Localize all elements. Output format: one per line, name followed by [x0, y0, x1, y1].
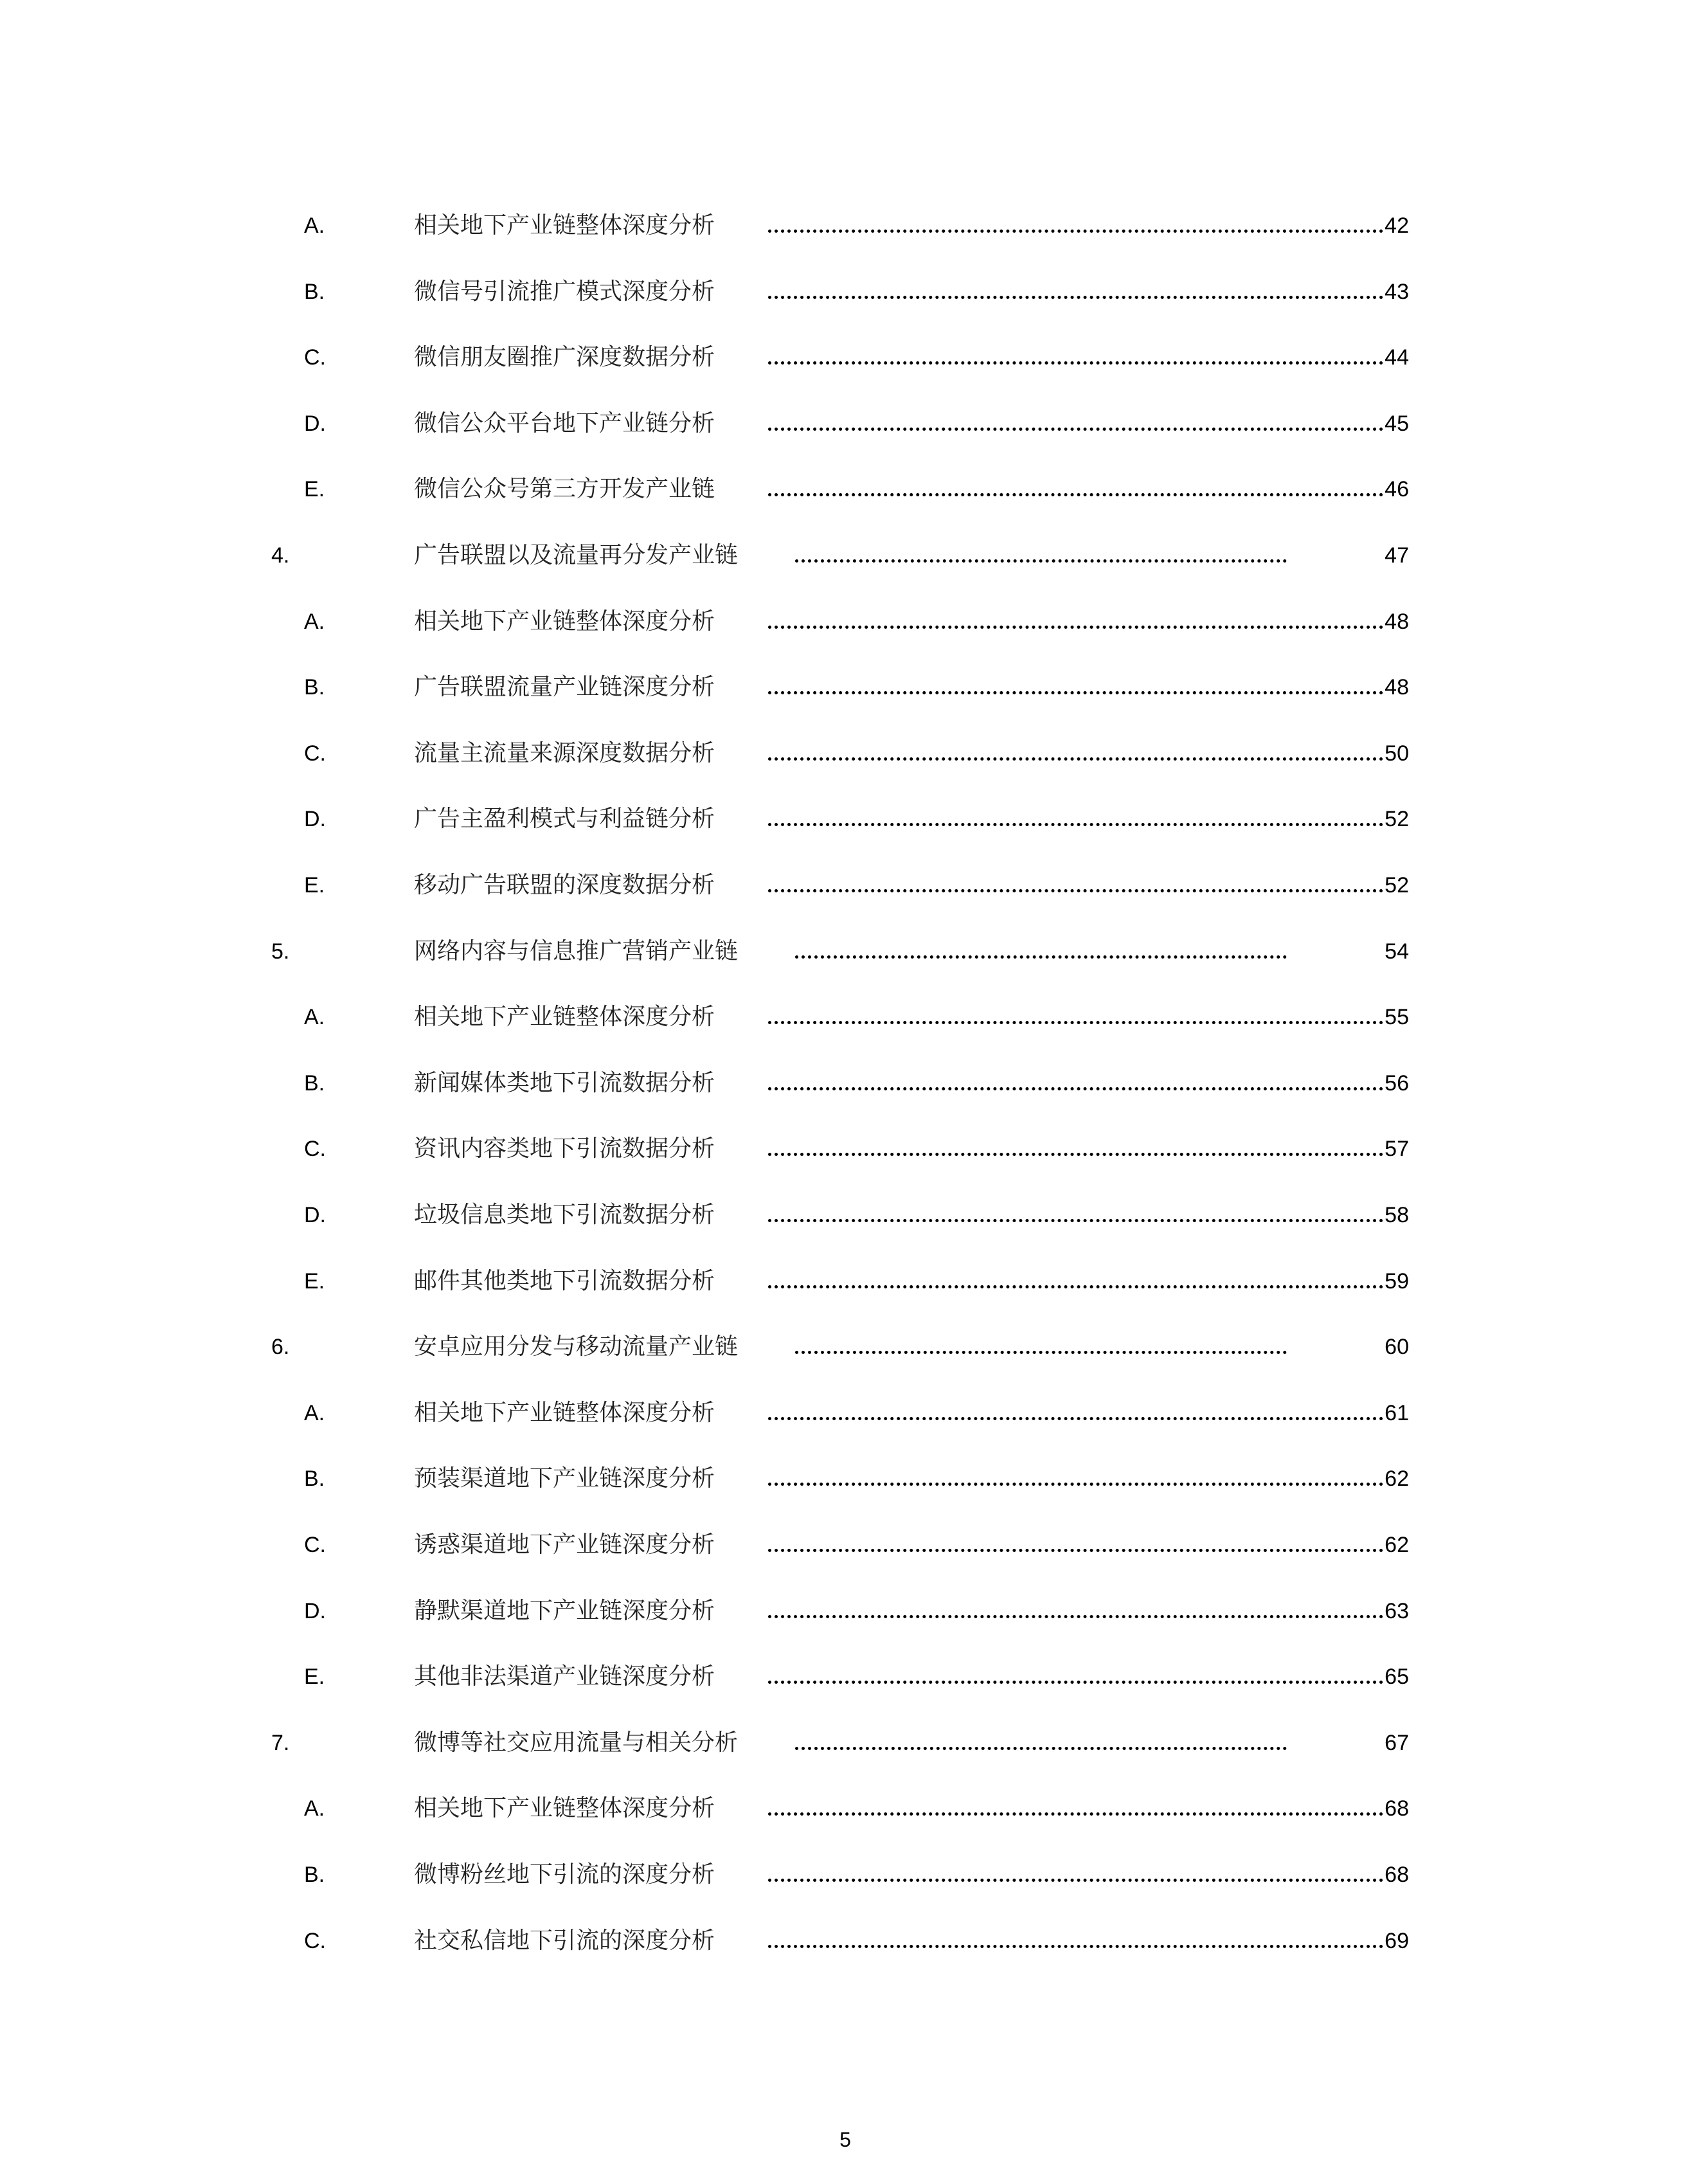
entry-page-number: 65: [1385, 1665, 1409, 1690]
dot-leader: [768, 1219, 1383, 1222]
dot-leader: [768, 1549, 1383, 1552]
entry-page-number: 57: [1385, 1137, 1409, 1162]
entry-page-number: 44: [1385, 345, 1409, 370]
dot-leader: [768, 361, 1383, 365]
entry-page-number: 56: [1385, 1070, 1409, 1096]
dot-leader: [768, 296, 1383, 299]
entry-label: D.: [304, 1598, 326, 1623]
entry-page-number: 63: [1385, 1598, 1409, 1623]
entry-label: A.: [304, 1400, 325, 1425]
entry-label: E.: [304, 873, 325, 898]
dot-leader: [768, 1087, 1383, 1090]
toc-subsection-entry[interactable]: [0, 602, 1686, 641]
dot-leader: [795, 955, 1287, 959]
entry-page-number: 48: [1385, 675, 1409, 700]
entry-label: B.: [304, 279, 325, 304]
entry-page-number: 59: [1385, 1268, 1409, 1294]
entry-page-number: 68: [1385, 1863, 1409, 1887]
entry-page-number: 48: [1385, 609, 1409, 634]
entry-label: B.: [304, 1467, 325, 1492]
dot-leader: [768, 1812, 1383, 1816]
entry-page-number: 47: [1385, 543, 1409, 568]
dot-leader: [768, 1945, 1383, 1948]
entry-title: 微博粉丝地下引流的深度分析: [414, 1861, 715, 1888]
toc-subsection-entry[interactable]: [0, 1262, 1686, 1301]
entry-page-number: 55: [1385, 1005, 1409, 1030]
entry-title: 微信朋友圈推广深度数据分析: [414, 344, 715, 371]
entry-title: 新闻媒体类地下引流数据分析: [414, 1069, 715, 1096]
entry-label: 7.: [271, 1730, 290, 1755]
dot-leader: [768, 1879, 1383, 1882]
entry-label: D.: [304, 411, 326, 436]
toc-subsection-entry[interactable]: [0, 1130, 1686, 1168]
toc-subsection-entry[interactable]: [0, 1196, 1686, 1234]
entry-title: 广告联盟以及流量再分发产业链: [414, 542, 739, 568]
dot-leader: [768, 889, 1383, 892]
entry-title: 诱惑渠道地下产业链深度分析: [414, 1531, 715, 1558]
dot-leader: [768, 493, 1383, 496]
entry-title: 微信号引流推广模式深度分析: [414, 278, 715, 305]
entry-label: B.: [304, 1070, 325, 1096]
entry-title: 流量主流量来源深度数据分析: [414, 739, 715, 766]
entry-label: E.: [304, 1665, 325, 1690]
toc-subsection-entry[interactable]: [0, 1526, 1686, 1564]
entry-page-number: 68: [1385, 1796, 1409, 1821]
entry-title: 广告主盈利模式与利益链分析: [414, 806, 715, 833]
entry-page-number: 42: [1385, 213, 1409, 238]
entry-page-number: 45: [1385, 411, 1409, 436]
entry-title: 垃圾信息类地下引流数据分析: [414, 1202, 715, 1228]
dot-leader: [795, 1351, 1287, 1354]
toc-subsection-entry[interactable]: [0, 1789, 1686, 1828]
entry-label: A.: [304, 1005, 325, 1030]
toc-subsection-entry[interactable]: [0, 1592, 1686, 1630]
entry-title: 微信公众号第三方开发产业链: [414, 476, 715, 503]
entry-label: A.: [304, 1796, 325, 1821]
entry-title: 微博等社交应用流量与相关分析: [414, 1729, 739, 1756]
entry-page-number: 43: [1385, 279, 1409, 304]
toc-subsection-entry[interactable]: [0, 206, 1686, 245]
entry-label: A.: [304, 213, 325, 238]
toc-subsection-entry[interactable]: [0, 273, 1686, 311]
entry-label: D.: [304, 1203, 326, 1227]
entry-label: C.: [304, 1928, 326, 1953]
toc-subsection-entry[interactable]: [0, 1459, 1686, 1498]
entry-label: 4.: [271, 543, 290, 568]
entry-label: A.: [304, 609, 325, 634]
entry-title: 资讯内容类地下引流数据分析: [414, 1135, 715, 1162]
toc-subsection-entry[interactable]: [0, 1657, 1686, 1696]
entry-label: E.: [304, 477, 325, 502]
dot-leader: [795, 1747, 1287, 1750]
entry-label: C.: [304, 741, 326, 766]
entry-page-number: 62: [1385, 1533, 1409, 1557]
toc-subsection-entry[interactable]: [0, 470, 1686, 509]
entry-title: 相关地下产业链整体深度分析: [414, 212, 715, 239]
page-number: 5: [839, 2128, 851, 2151]
dot-leader: [768, 1483, 1383, 1486]
dot-leader: [768, 757, 1383, 761]
toc-subsection-entry[interactable]: [0, 404, 1686, 443]
entry-title: 相关地下产业链整体深度分析: [414, 1004, 715, 1031]
entry-label: C.: [304, 1533, 326, 1557]
toc-subsection-entry[interactable]: [0, 1064, 1686, 1103]
entry-page-number: 50: [1385, 741, 1409, 766]
toc-section-entry[interactable]: [0, 1328, 1686, 1366]
entry-label: C.: [304, 1137, 326, 1162]
dot-leader: [768, 230, 1383, 233]
entry-title: 网络内容与信息推广营销产业链: [414, 937, 739, 964]
entry-page-number: 62: [1385, 1467, 1409, 1492]
entry-title: 安卓应用分发与移动流量产业链: [414, 1333, 739, 1360]
entry-title: 静默渠道地下产业链深度分析: [414, 1597, 715, 1624]
entry-page-number: 61: [1385, 1400, 1409, 1425]
toc-subsection-entry[interactable]: [0, 734, 1686, 773]
toc-subsection-entry[interactable]: [0, 998, 1686, 1036]
toc-subsection-entry[interactable]: [0, 800, 1686, 838]
dot-leader: [768, 1615, 1383, 1618]
toc-section-entry[interactable]: [0, 536, 1686, 575]
entry-page-number: 58: [1385, 1203, 1409, 1227]
entry-label: 6.: [271, 1335, 290, 1360]
toc-subsection-entry[interactable]: [0, 1855, 1686, 1894]
dot-leader: [768, 823, 1383, 826]
toc-section-entry[interactable]: [0, 1724, 1686, 1762]
toc-subsection-entry[interactable]: [0, 338, 1686, 377]
toc-section-entry[interactable]: [0, 932, 1686, 971]
entry-title: 预装渠道地下产业链深度分析: [414, 1465, 715, 1492]
dot-leader: [768, 1153, 1383, 1156]
entry-title: 其他非法渠道产业链深度分析: [414, 1663, 715, 1690]
entry-page-number: 52: [1385, 807, 1409, 832]
entry-title: 相关地下产业链整体深度分析: [414, 1795, 715, 1822]
toc-subsection-entry[interactable]: [0, 1922, 1686, 1960]
entry-title: 相关地下产业链整体深度分析: [414, 1399, 715, 1426]
entry-page-number: 67: [1385, 1730, 1409, 1755]
entry-title: 相关地下产业链整体深度分析: [414, 608, 715, 635]
entry-label: 5.: [271, 939, 290, 964]
entry-title: 邮件其他类地下引流数据分析: [414, 1267, 715, 1294]
entry-label: C.: [304, 345, 326, 370]
entry-title: 广告联盟流量产业链深度分析: [414, 674, 715, 701]
dot-leader: [795, 559, 1287, 563]
toc-subsection-entry[interactable]: [0, 866, 1686, 905]
dot-leader: [768, 691, 1383, 694]
dot-leader: [768, 428, 1383, 431]
toc-subsection-entry[interactable]: [0, 1394, 1686, 1432]
dot-leader: [768, 626, 1383, 629]
entry-page-number: 52: [1385, 873, 1409, 898]
entry-label: D.: [304, 807, 326, 832]
entry-label: B.: [304, 675, 325, 700]
entry-page-number: 54: [1385, 939, 1409, 964]
dot-leader: [768, 1285, 1383, 1288]
entry-page-number: 46: [1385, 477, 1409, 502]
entry-title: 微信公众平台地下产业链分析: [414, 410, 715, 437]
entry-title: 移动广告联盟的深度数据分析: [414, 872, 715, 898]
dot-leader: [768, 1417, 1383, 1420]
entry-page-number: 60: [1385, 1335, 1409, 1360]
entry-title: 社交私信地下引流的深度分析: [414, 1927, 715, 1954]
toc-subsection-entry[interactable]: [0, 668, 1686, 707]
entry-page-number: 69: [1385, 1928, 1409, 1953]
dot-leader: [768, 1021, 1383, 1024]
entry-label: E.: [304, 1268, 325, 1294]
dot-leader: [768, 1681, 1383, 1684]
entry-label: B.: [304, 1863, 325, 1887]
